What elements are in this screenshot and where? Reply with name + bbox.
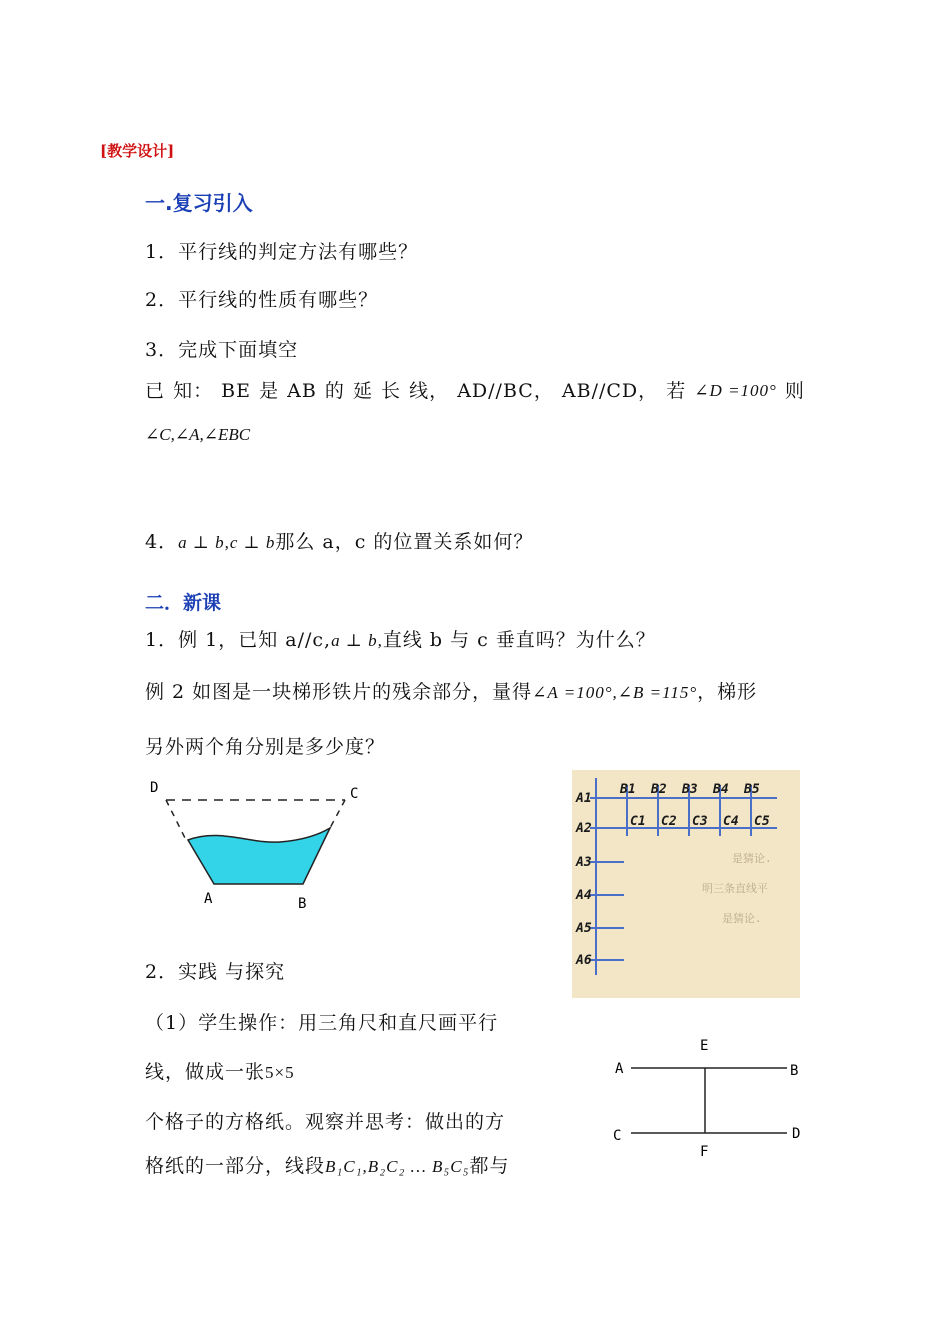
operation-line-3: 个格子的方格纸。观察并思考：做出的方	[145, 1111, 506, 1133]
parallel-lines-figure	[605, 1030, 810, 1165]
op2-prefix: 线，做成一张	[145, 1061, 266, 1083]
question-3: 3．完成下面填空	[145, 339, 299, 361]
top-label: B5	[744, 782, 760, 797]
given-line	[145, 379, 805, 403]
label-d: D	[792, 1126, 801, 1142]
label-f: F	[700, 1144, 709, 1160]
top-label: B4	[713, 782, 729, 797]
given-word: 知：	[173, 380, 214, 402]
second-label: C4	[723, 814, 739, 829]
given-word: 长	[381, 380, 402, 402]
given-word: 线，	[409, 380, 450, 402]
q4-formula: a ⊥ b,c ⊥ b	[178, 533, 276, 552]
given-word: AD//BC，	[457, 380, 554, 402]
trapezoid-figure	[140, 770, 380, 920]
given-word: 的	[324, 380, 345, 402]
example-2	[145, 680, 757, 705]
question-4	[145, 530, 533, 555]
label-b: B	[298, 896, 307, 912]
row-label: A6	[576, 953, 592, 968]
label-e: E	[700, 1038, 709, 1054]
question-1: 1．平行线的判定方法有哪些？	[145, 241, 419, 263]
op4-prefix: 格纸的一部分，线段	[145, 1155, 326, 1177]
top-label: B2	[651, 782, 667, 797]
q4-text: 那么 a，c 的位置关系如何？	[275, 531, 534, 553]
row-label: A1	[576, 791, 592, 806]
row-label: A3	[576, 855, 592, 870]
example-1	[145, 628, 656, 653]
second-label: C5	[754, 814, 770, 829]
given-word: 是	[259, 380, 280, 402]
given-angle-formula: ∠D =100°	[694, 381, 777, 400]
ex1-formula: a ⊥ b,	[331, 631, 383, 650]
row-label: A2	[576, 821, 592, 836]
grid-size-formula: 5×5	[265, 1063, 295, 1082]
second-label: C1	[630, 814, 646, 829]
operation-line-1: （1）学生操作：用三角尺和直尺画平行	[145, 1012, 499, 1034]
label-d: D	[150, 780, 159, 796]
angles-formula: ∠C,∠A,∠EBC	[145, 425, 251, 444]
second-label: C2	[661, 814, 677, 829]
section1-heading: 一.复习引入	[145, 191, 253, 215]
given-word: 已	[145, 380, 166, 402]
operation-line-4	[145, 1154, 510, 1179]
grid-paper-figure	[572, 770, 800, 998]
given-word: 若	[666, 380, 687, 402]
label-c: C	[350, 786, 359, 802]
question-2: 2．平行线的性质有哪些？	[145, 289, 379, 311]
q4-number: 4．	[145, 531, 179, 553]
label-b: B	[790, 1063, 799, 1079]
ex1-suffix: 直线 b 与 c 垂直吗？为什么？	[382, 629, 656, 651]
faint-text: 是猜论.	[722, 912, 762, 925]
segments-formula: B₁C₁,B₂C₂ … B₅C₅	[325, 1157, 470, 1176]
given-word: BE	[221, 380, 251, 402]
op4-suffix: 都与	[469, 1155, 510, 1177]
label-a: A	[615, 1061, 624, 1077]
given-word: 延	[352, 380, 373, 402]
label-a: A	[204, 891, 213, 907]
top-label: B3	[682, 782, 698, 797]
dashed-right-edge	[330, 800, 345, 828]
iron-piece	[188, 828, 330, 884]
section2-heading: 二．新课	[145, 592, 222, 614]
row-label: A5	[576, 921, 592, 936]
ex2-formula: ∠A =100°,∠B =115°	[532, 683, 698, 702]
dashed-left-edge	[166, 800, 185, 838]
given-word: AB	[287, 380, 317, 402]
top-label: B1	[620, 782, 636, 797]
label-c: C	[613, 1128, 622, 1144]
example-2-line2: 另外两个角分别是多少度？	[145, 736, 386, 758]
operation-line-2	[145, 1060, 295, 1085]
second-label: C3	[692, 814, 708, 829]
faint-text: 是猜论.	[732, 852, 772, 865]
design-tag: [教学设计]	[100, 142, 175, 160]
ex1-prefix: 1．例 1，已知 a//c,	[145, 629, 332, 651]
given-tail: 则	[784, 380, 805, 402]
ex2-prefix: 例 2 如图是一块梯形铁片的残余部分，量得	[145, 681, 533, 703]
practice-heading: 2．实践 与探究	[145, 961, 286, 983]
given-word: AB//CD，	[561, 380, 659, 402]
faint-text: 明三条直线平	[702, 882, 768, 895]
ex2-suffix: ，梯形	[697, 681, 758, 703]
row-label: A4	[576, 888, 592, 903]
